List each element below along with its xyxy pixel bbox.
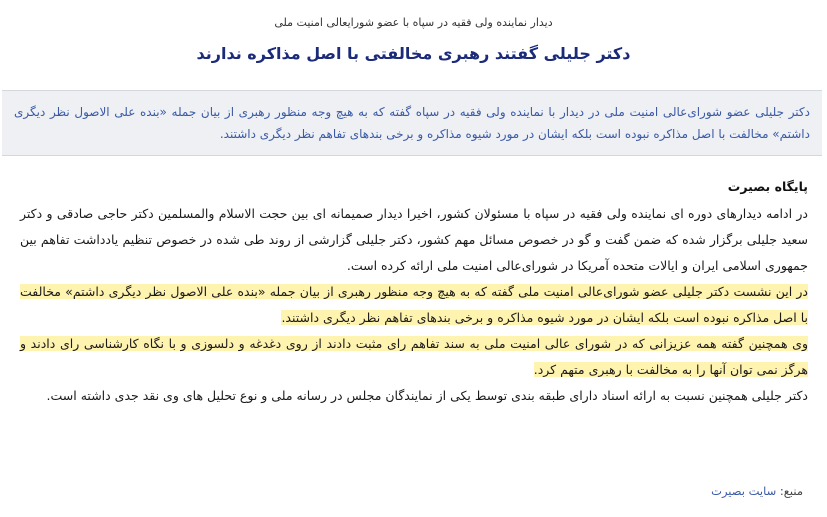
source-link[interactable]: سایت بصیرت <box>711 484 777 498</box>
article-body <box>20 175 808 409</box>
paragraph-2 <box>20 279 808 331</box>
highlighted-text: در این نشست دکتر جلیلی عضو شورای‌عالی امنیت ملی گفته که به هیچ وجه منظور رهبری از بیان جمله «بنده علی الاصول نظر دیگری داشتم» مخالفت با اصل مذاکره نبوده است بلکه ایشان در مورد شیوه مذاکره و برخی بندهای تفاهم نظر دیگری داشتند. <box>20 284 808 325</box>
news-agency: پایگاه بصیرت <box>727 179 808 194</box>
article-headline: دکتر جلیلی گفتند رهبری مخالفتی با اصل مذاکره ندارند <box>196 44 631 63</box>
article-lead: دکتر جلیلی عضو شورای‌عالی امنیت ملی در دیدار با نماینده ولی فقیه در سپاه گفته که به هیچ وجه منظور رهبری از بیان جمله «بنده علی الاصول نظر دیگری داشتم» مخالفت با اصل مذاکره نبوده است بلکه ایشان در مورد شیوه مذاکره و برخی بندهای تفاهم نظر دیگری داشتند. <box>2 90 822 156</box>
paragraph-3 <box>20 331 808 383</box>
paragraph-4: دکتر جلیلی همچنین نسبت به ارائه اسناد دارای طبقه بندی توسط یکی از نمایندگان مجلس در رسانه ملی و نوع تحلیل های وی نقد جدی داشته است. <box>46 388 808 403</box>
source-label: منبع: <box>779 484 803 498</box>
article-kicker: دیدار نماینده ولی فقیه در سپاه با عضو شورایعالی امنیت ملی <box>274 16 553 29</box>
paragraph-1: در ادامه دیدارهای دوره ای نماینده ولی فقیه در سپاه با مسئولان کشور، اخیرا دیدار صمیمانه ای بین حجت الاسلام والمسلمین دکتر حاجی صادقی و دکتر سعید جلیلی برگزار شده که ضمن گفت و گو در خصوص مسائل مهم کشور، دکتر جلیلی گزارشی از روند طی شده در خصوص تنظیم یادداشت تفاهم بین جمهوری اسلامی ایران و ایالات متحده آمریکا در شورای‌عالی امنیت ملی ارائه کرده است. <box>20 206 808 273</box>
article-source <box>711 482 803 500</box>
highlighted-text: وی همچنین گفته همه عزیزانی که در شورای عالی امنیت ملی به سند تفاهم رای مثبت دادند از روی دغدغه و دلسوزی و با نگاه کارشناسی رای دادند و هرگز نمی توان آنها را به مخالفت با رهبری متهم کرد. <box>20 336 808 377</box>
